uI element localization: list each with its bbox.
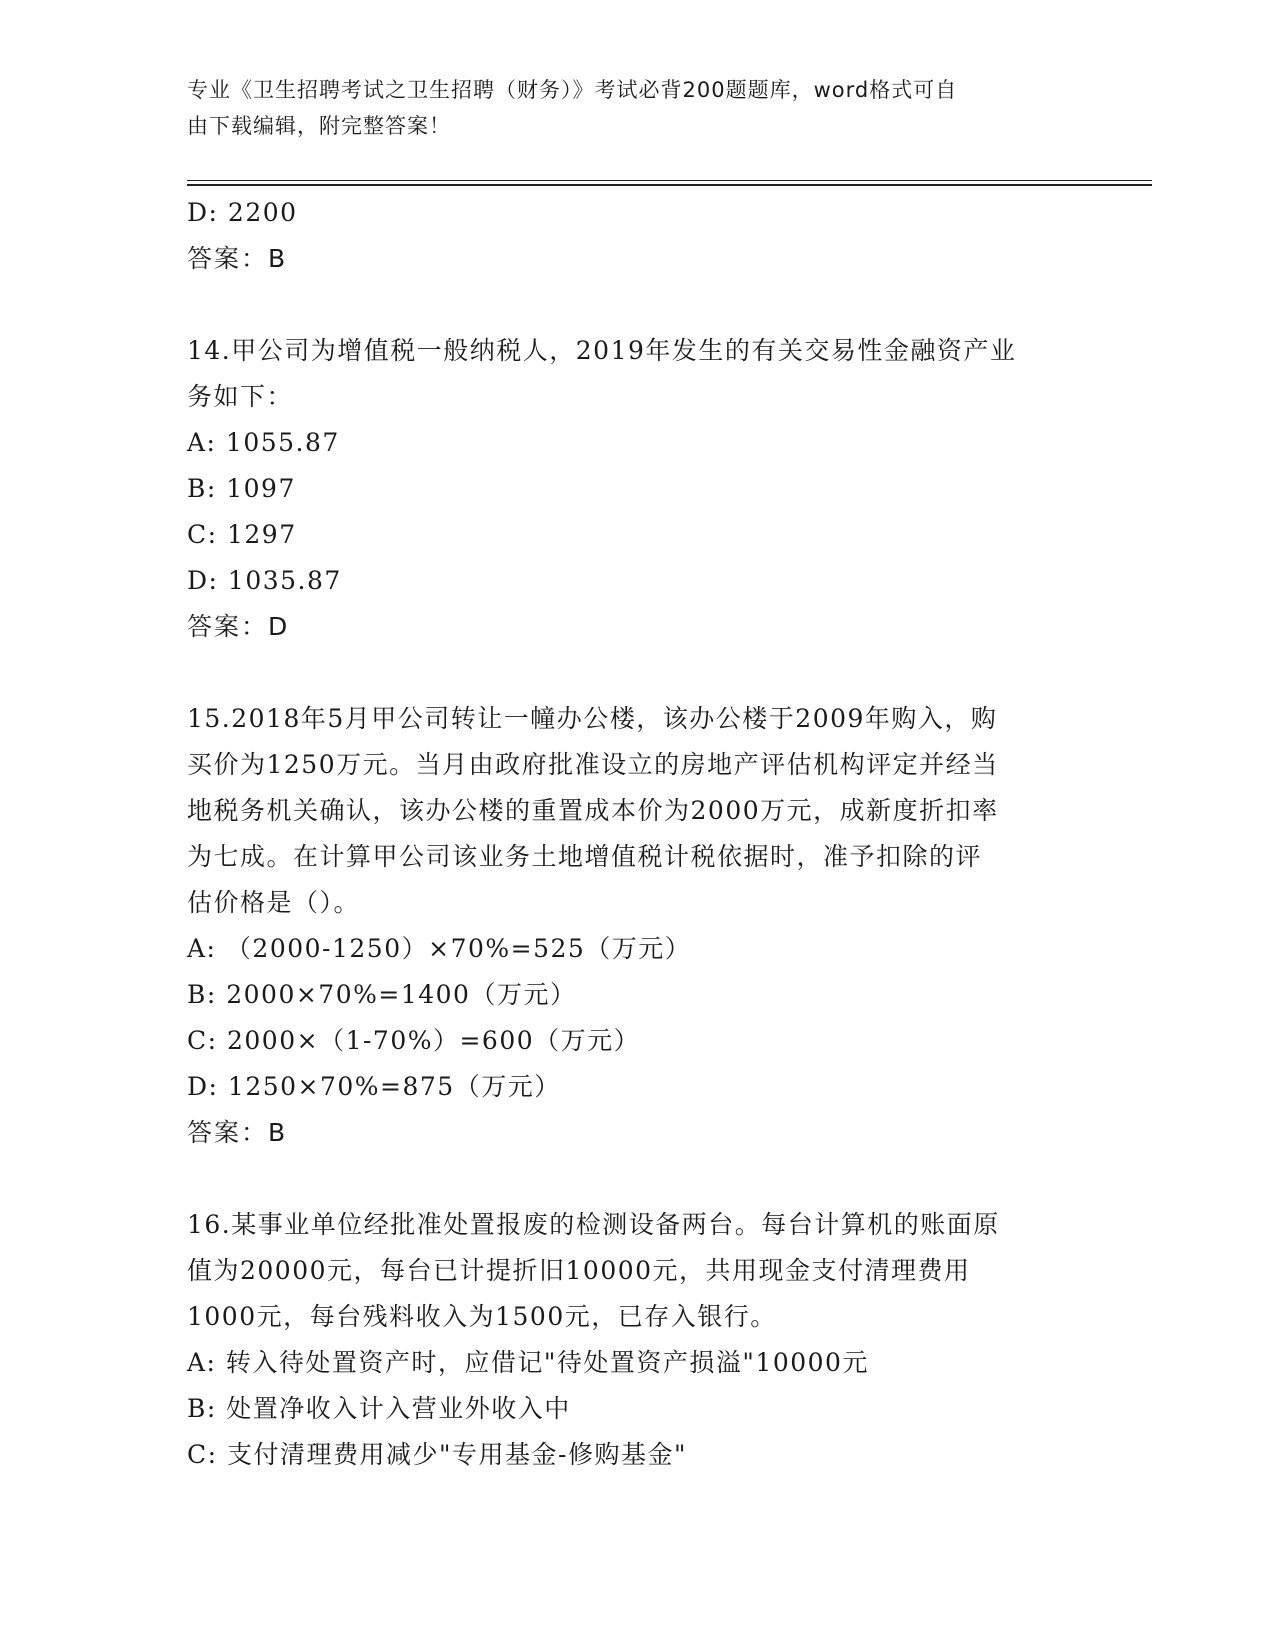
option-d: D: 2200 <box>187 198 298 227</box>
question-text-line: 15.2018年5月甲公司转让一幢办公楼，该办公楼于2009年购入，购 <box>187 704 998 733</box>
option-b: B: 1097 <box>187 474 296 503</box>
option-c: C: 1297 <box>187 520 297 549</box>
option-d: D: 1035.87 <box>187 566 342 595</box>
option-a: A: （2000-1250）×70%=525（万元） <box>187 934 692 963</box>
header-title-line-2: 由下载编辑，附完整答案！ <box>187 114 451 138</box>
header-divider-thick <box>187 184 1152 186</box>
option-d: D: 1250×70%=875（万元） <box>187 1072 561 1101</box>
spacer <box>187 1156 1107 1202</box>
question-text-line: 务如下： <box>187 382 294 411</box>
option-c: C: 2000×（1-70%）=600（万元） <box>187 1026 641 1055</box>
header-title-line-1: 专业《卫生招聘考试之卫生招聘（财务）》考试必背200题题库，word格式可自 <box>187 78 958 102</box>
header-divider-thin <box>187 180 1152 181</box>
answer: 答案：B <box>187 1118 288 1147</box>
question-text-line: 地税务机关确认，该办公楼的重置成本价为2000万元，成新度折扣率 <box>187 796 999 825</box>
question-text-line: 1000元，每台残料收入为1500元，已存入银行。 <box>187 1302 777 1331</box>
question-text-line: 为七成。在计算甲公司该业务土地增值税计税依据时，准予扣除的评 <box>187 842 983 871</box>
question-15 <box>187 696 1107 1156</box>
spacer <box>187 650 1107 696</box>
option-a: A: 1055.87 <box>187 428 340 457</box>
option-b: B: 处置净收入计入营业外收入中 <box>187 1394 571 1423</box>
question-text-line: 估价格是（）。 <box>187 888 361 917</box>
question-text-line: 16.某事业单位经批准处置报废的检测设备两台。每台计算机的账面原 <box>187 1210 1000 1239</box>
document-body <box>187 190 1107 1478</box>
document-header <box>187 72 1067 144</box>
option-a: A: 转入待处置资产时，应借记"待处置资产损溢"10000元 <box>187 1348 869 1377</box>
option-b: B: 2000×70%=1400（万元） <box>187 980 577 1009</box>
question-text-line: 买价为1250万元。当月由政府批准设立的房地产评估机构评定并经当 <box>187 750 999 779</box>
option-c: C: 支付清理费用减少"专用基金-修购基金" <box>187 1440 687 1469</box>
spacer <box>187 282 1107 328</box>
answer: 答案：B <box>187 244 288 273</box>
question-16 <box>187 1202 1107 1478</box>
question-13-tail <box>187 190 1107 282</box>
question-text-line: 14.甲公司为增值税一般纳税人，2019年发生的有关交易性金融资产业 <box>187 336 1017 365</box>
answer: 答案：D <box>187 612 290 641</box>
question-text-line: 值为20000元，每台已计提折旧10000元，共用现金支付清理费用 <box>187 1256 971 1285</box>
question-14 <box>187 328 1107 650</box>
